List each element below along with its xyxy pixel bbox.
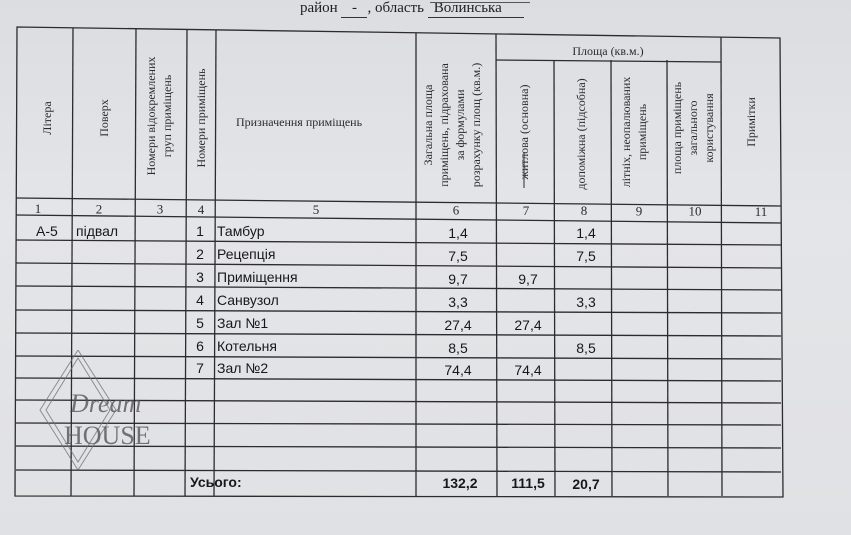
col-common-header-2: загального xyxy=(686,100,700,156)
cell-room-number: 6 xyxy=(196,338,204,354)
cell-room-number: 7 xyxy=(196,360,204,376)
cell-main-area: 27,4 xyxy=(514,317,542,333)
col-purpose-header: Призначення приміщень xyxy=(236,115,363,129)
watermark-line1: Dream xyxy=(70,389,142,418)
col-total-header-2: приміщень, підрахована xyxy=(437,63,451,187)
cell-room-name: Котельня xyxy=(217,338,277,354)
totals-label: Усього: xyxy=(190,474,242,490)
cell-total-area: 74,4 xyxy=(444,362,472,378)
table-row xyxy=(36,223,596,241)
col-litera-header: Літера xyxy=(40,101,54,135)
cell-total-area: 3,3 xyxy=(448,294,468,310)
totals-total-area: 132,2 xyxy=(442,475,478,491)
cell-total-area: 9,7 xyxy=(448,271,468,287)
oblast-value: Волинська xyxy=(428,0,524,18)
cell-room-name: Санвузол xyxy=(217,292,279,308)
cell-aux-area: 7,5 xyxy=(576,248,596,264)
cell-room-name: Зал №2 xyxy=(217,360,269,376)
column-number: 8 xyxy=(580,203,588,219)
cell-total-area: 7,5 xyxy=(448,248,468,264)
cell-floor: підвал xyxy=(76,223,119,239)
column-number: 11 xyxy=(754,204,768,219)
column-number: 6 xyxy=(452,202,460,218)
table-row xyxy=(196,269,538,287)
column-number: 1 xyxy=(34,201,42,216)
table-row xyxy=(196,246,596,264)
watermark-line2: HOUSE xyxy=(64,421,151,450)
column-number: 10 xyxy=(688,203,702,219)
col-groups-header-2: груп приміщень xyxy=(160,74,174,158)
column-number: 5 xyxy=(312,202,320,218)
oblast-label: , область xyxy=(367,0,424,16)
col-summer-header-1: літніх, неопалюваних xyxy=(619,76,633,188)
column-number: 3 xyxy=(156,201,164,217)
column-number: 7 xyxy=(522,202,530,218)
area-group-header: Площа (кв.м.) xyxy=(572,44,644,58)
cell-room-name: Тамбур xyxy=(217,223,265,239)
cell-aux-area: 3,3 xyxy=(576,294,596,310)
cell-total-area: 1,4 xyxy=(448,225,468,241)
cell-room-number: 2 xyxy=(196,246,204,262)
cell-total-area: 8,5 xyxy=(448,340,468,356)
col-summer-header-2: приміщень xyxy=(635,103,649,161)
cell-litera: А-5 xyxy=(36,223,58,239)
col-groups-header-1: Номери відокремлених xyxy=(144,56,158,176)
column-number: 9 xyxy=(635,203,643,219)
raion-label: район xyxy=(300,0,338,16)
column-number: 2 xyxy=(95,201,103,217)
totals-main-area: 111,5 xyxy=(511,475,545,491)
totals-aux-area: 20,7 xyxy=(572,476,600,492)
col-common-header-1: площа приміщень xyxy=(670,81,684,175)
cell-room-number: 3 xyxy=(196,269,204,285)
cell-aux-area: 1,4 xyxy=(576,225,596,241)
raion-value: - xyxy=(341,0,367,18)
cell-room-number: 4 xyxy=(196,292,204,308)
col-total-header-4: розрахунку площ (кв.м.) xyxy=(469,62,483,188)
col-common-header-3: користування xyxy=(702,93,716,163)
cell-main-area: 9,7 xyxy=(518,271,538,287)
col-total-header-1: Загальна площа xyxy=(421,84,435,166)
cell-main-area: 74,4 xyxy=(514,362,542,378)
column-number: 4 xyxy=(197,201,205,217)
table-row xyxy=(196,292,596,310)
cell-aux-area: 8,5 xyxy=(576,340,596,356)
cell-total-area: 27,4 xyxy=(444,317,472,333)
table-row xyxy=(196,315,542,333)
cell-room-name: Зал №1 xyxy=(217,315,269,331)
col-room-number-header: Номери приміщень xyxy=(194,68,208,168)
table-row xyxy=(196,360,542,378)
cell-room-name: Рецепція xyxy=(217,246,276,262)
col-main-header-text: житлова (основна) xyxy=(517,84,531,180)
col-main-header xyxy=(517,85,531,188)
col-total-header-3: за формулами xyxy=(453,89,467,161)
cell-room-number: 1 xyxy=(196,223,204,239)
cell-room-number: 5 xyxy=(196,315,204,331)
table-row xyxy=(196,338,596,356)
col-notes-header: Примітки xyxy=(744,97,758,147)
col-floor-header: Поверх xyxy=(97,99,111,137)
col-aux-header: допоміжна (підсобна) xyxy=(574,78,588,190)
cell-room-name: Приміщення xyxy=(217,269,298,285)
dream-house-watermark xyxy=(38,350,188,470)
